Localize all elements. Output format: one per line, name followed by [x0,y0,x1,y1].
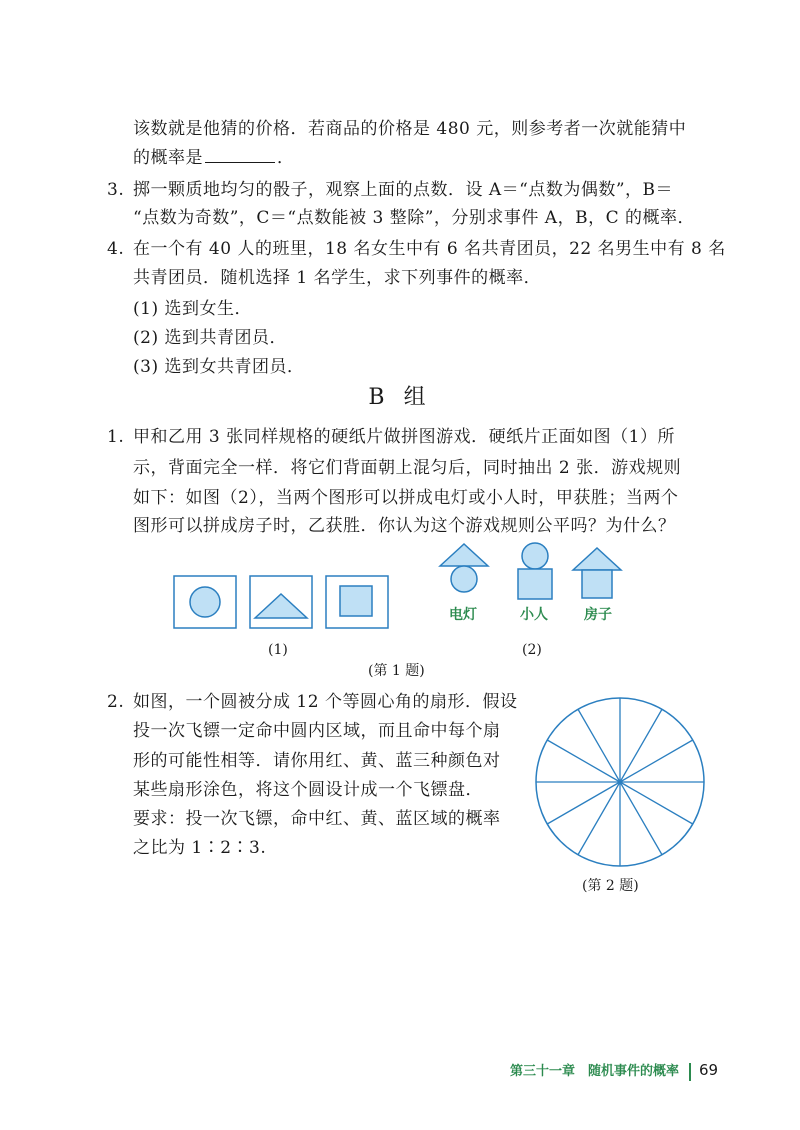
lamp-figure [440,544,488,592]
figure-2-label: (2) [522,642,542,658]
card-triangle [250,576,312,628]
section-title-b: B 组 [368,385,432,410]
b-question-2-line-6: 之比为 1∶2∶3. [133,838,267,858]
triangle-shape [255,594,307,618]
text-line: 的概率是 ． [133,148,295,168]
person-figure [518,543,552,599]
chapter-title: 第三十一章 随机事件的概率 [510,1064,680,1079]
figure-1-cards [172,574,452,634]
text-line: 该数就是他猜的价格．若商品的价格是 480 元，则参考者一次就能猜中 [133,119,687,139]
question-3-line-1 [107,178,673,202]
sector-divider [620,782,662,855]
label-lamp: 电灯 [449,607,477,623]
question-4-sub-3: (3) 选到女共青团员． [133,357,305,377]
sector-divider [578,709,620,782]
house-figure [573,548,621,598]
page-footer [510,1060,718,1082]
label-house: 房子 [584,607,612,623]
square-shape [340,586,372,616]
question-number: 1. [107,427,125,447]
question-number: 2. [107,692,125,712]
question-number: 4. [107,239,125,259]
sector-divider [547,740,620,782]
sector-divider [578,782,620,855]
label-person: 小人 [520,607,548,623]
question-3-line-2: “点数为奇数”，C＝“点数能被 3 整除”，分别求事件 A，B，C 的概率． [133,208,695,228]
question-4-line-1 [107,237,726,261]
question-4-sub-2: (2) 选到共青团员． [133,328,287,348]
b-question-2-line-4: 某些扇形涂色，将这个圆设计成一个飞镖盘． [133,780,483,800]
b-question-2-line-5: 要求：投一次飞镖，命中红、黄、蓝区域的概率 [133,809,501,829]
page-number: 69 [699,1061,719,1079]
b-question-2-line-2: 投一次飞镖一定命中圆内区域，而且命中每个扇 [133,721,501,741]
card-circle [174,576,236,628]
b-question-1-line-3: 如下：如图（2），当两个图形可以拼成电灯或小人时，甲获胜；当两个 [133,488,679,508]
question-text: 在一个有 40 人的班里，18 名女生中有 6 名共青团员，22 名男生中有 8 名 [133,239,726,259]
footer-divider [689,1063,691,1081]
question-text: 甲和乙用 3 张同样规格的硬纸片做拼图游戏．硬纸片正面如图（1）所 [133,427,675,447]
figure-2-combinations [435,540,635,600]
b-question-2-line-3: 形的可能性相等．请你用红、黄、蓝三种颜色对 [133,751,501,771]
sector-divider [620,782,693,824]
b-question-1-line-2: 示，背面完全一样．将它们背面朝上混匀后，同时抽出 2 张．游戏规则 [133,458,682,478]
figure-1-label: (1) [268,642,288,658]
b-question-1-line-1 [107,425,675,449]
question-4-line-2: 共青团员．随机选择 1 名学生，求下列事件的概率． [133,268,542,288]
sector-divider [547,782,620,824]
question-text: 如图，一个圆被分成 12 个等圆心角的扇形．假设 [133,692,518,712]
b-question-2-line-1 [107,690,517,714]
sector-divider [620,740,693,782]
question-4-sub-1: (1) 选到女生． [133,299,252,319]
dartboard-spokes [536,698,704,866]
circle-shape [190,587,220,617]
card-square [326,576,388,628]
answer-blank [205,146,275,163]
question-text: 掷一颗质地均匀的骰子，观察上面的点数．设 A＝“点数为偶数”，B＝ [133,180,674,200]
dartboard-circle-diagram [530,692,710,872]
question-number: 3. [107,180,125,200]
text-line-part: 的概率是 [133,148,203,168]
figure-caption-2: (第 2 题) [582,878,639,894]
b-question-1-line-4: 图形可以拼成房子时，乙获胜．你认为这个游戏规则公平吗？为什么？ [133,516,676,536]
figure-caption-1: (第 1 题) [368,663,425,679]
sector-divider [620,709,662,782]
